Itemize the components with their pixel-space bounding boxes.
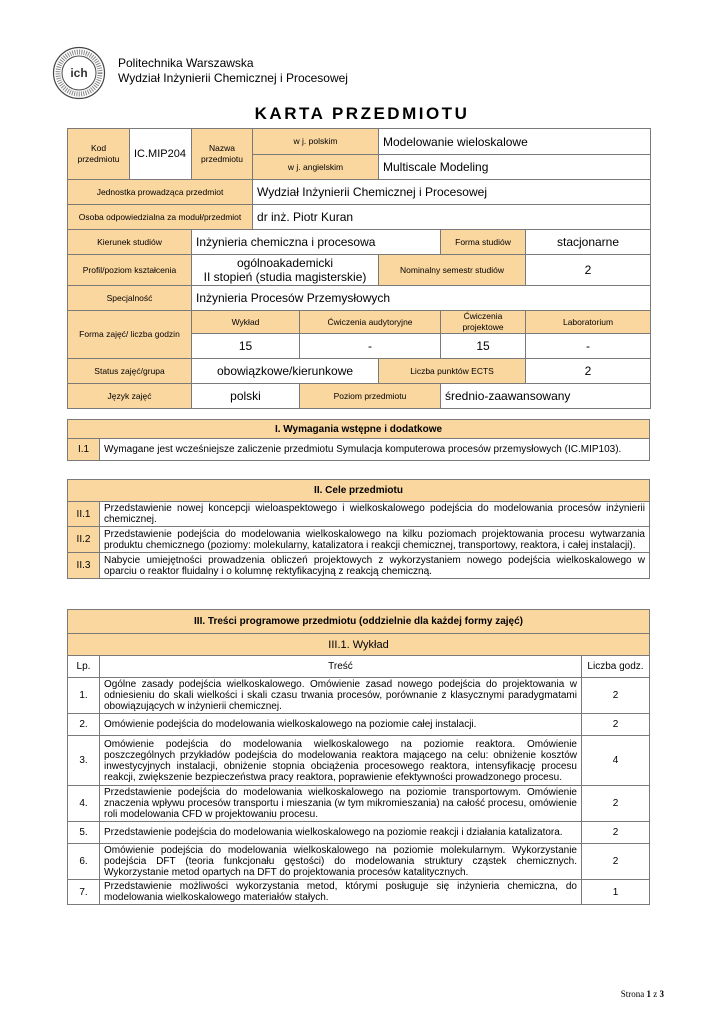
row-text: Omówienie podejścia do modelowania wielkoskalowego na poziomie molekularnym. Wykorzystanie podejścia DFT (teoria funkcjonału gęstości) do modelowania struktury cząstek chemicznych. Wykorzystanie metod opartych na DFT do projektowania procesów katalitycznych. (100, 844, 582, 880)
section-cele (67, 479, 650, 579)
section-tresci (67, 609, 650, 905)
specjalnosc-label: Specjalność (68, 286, 192, 311)
section3-title: III. Treści programowe przedmiotu (oddzielnie dla każdej formy zajęć) (68, 610, 650, 634)
section1-item-text: Wymagane jest wcześniejsze zaliczenie przedmiotu Symulacja komputerowa procesów przemysłowych (IC.MIP103). (100, 439, 650, 461)
kod-value: IC.MIP204 (130, 129, 192, 180)
section2-item-text: Przedstawienie nowej koncepcji wieloaspektowego i wielkoskalowego podejścia do modelowania procesów inżynierii chemicznej. (100, 502, 650, 527)
row-hours: 2 (582, 678, 650, 714)
row-text: Omówienie podejścia do modelowania wielkoskalowego na poziomie reaktora. Omówienie poszczególnych przykładów podejścia do modelowania reaktora mającego na celu: obniżenie kosztów inwestycyjnych instalacji, obniżenie stopnia obciążenia procesowego reaktora, intensyfikację procesu reakcji, zwiększenie bezpieczeństwa pracy reaktora, poprawienie efektywności prowadzonego procesu. (100, 736, 582, 786)
forma-col-cwicz-proj: Ćwiczenia projektowe (441, 311, 526, 334)
row-hours: 2 (582, 844, 650, 880)
course-info-table (67, 128, 651, 409)
forma-zajec-label: Forma zajęć/ liczba godzin (68, 311, 192, 359)
profil-label: Profil/poziom kształcenia (68, 255, 192, 286)
row-text: Przedstawienie podejścia do modelowania wielkoskalowego na poziomie reakcji i działania katalizatora. (100, 822, 582, 844)
row-lp: 1. (68, 678, 100, 714)
specjalnosc-value: Inżynieria Procesów Przemysłowych (192, 286, 651, 311)
poziom-label: Poziom przedmiotu (300, 384, 441, 409)
profil-value (192, 255, 379, 286)
forma-val-lab: - (526, 334, 651, 359)
section1-title: I. Wymagania wstępne i dodatkowe (68, 420, 650, 439)
en-value: Multiscale Modeling (379, 155, 651, 180)
col-lp: Lp. (68, 656, 100, 678)
row-text: Przedstawienie podejścia do modelowania wielkoskalowego na poziomie transportowym. Omówienie znaczenia wpływu procesów transportu i mieszania (w tym mikromieszania) na całość procesu, omówienie roli modelowania CFD w projektowaniu procesu. (100, 786, 582, 822)
osoba-label: Osoba odpowiedzialna za moduł/przedmiot (68, 205, 253, 230)
page-title: KARTA PRZEDMIOTU (254, 104, 470, 123)
row-lp: 4. (68, 786, 100, 822)
row-hours: 4 (582, 736, 650, 786)
status-label: Status zajęć/grupa (68, 359, 192, 384)
jezyk-label: Język zajęć (68, 384, 192, 409)
forma-val-cwicz-proj: 15 (441, 334, 526, 359)
section-wymagania (67, 419, 650, 461)
forma-label: Forma studiów (441, 230, 526, 255)
col-tresc: Treść (100, 656, 582, 678)
logo-text: ich (70, 66, 88, 80)
section2-item-id: II.2 (68, 527, 100, 553)
footer-prefix: Strona (620, 989, 647, 999)
kierunek-value: Inżynieria chemiczna i procesowa (192, 230, 441, 255)
row-lp: 7. (68, 880, 100, 905)
profil-value-2: II stopień (studia magisterskie) (203, 270, 367, 284)
kierunek-label: Kierunek studiów (68, 230, 192, 255)
section1-item-id: I.1 (68, 439, 100, 461)
nazwa-label: Nazwa przedmiotu (192, 129, 253, 180)
forma-value: stacjonarne (526, 230, 651, 255)
university-name: Politechnika Warszawska (118, 56, 254, 70)
profil-value-1: ogólnoakademicki (236, 256, 334, 270)
col-godz: Liczba godz. (582, 656, 650, 678)
jezyk-value: polski (192, 384, 300, 409)
jednostka-value: Wydział Inżynierii Chemicznej i Procesowej (253, 180, 651, 205)
forma-val-cwicz-aud: - (300, 334, 441, 359)
section2-item-id: II.3 (68, 553, 100, 579)
section2-title: II. Cele przedmiotu (68, 480, 650, 502)
forma-col-lab: Laboratorium (526, 311, 651, 334)
row-text: Przedstawienie możliwości wykorzystania metod, którymi posługuje się inżynieria chemiczna, do modelowania wielkoskalowego materiałów stałych. (100, 880, 582, 905)
osoba-value: dr inż. Piotr Kuran (253, 205, 651, 230)
page-footer (621, 989, 664, 999)
faculty-name: Wydział Inżynierii Chemicznej i Procesowej (118, 71, 348, 85)
jednostka-label: Jednostka prowadząca przedmiot (68, 180, 253, 205)
row-hours: 2 (582, 786, 650, 822)
status-value: obowiązkowe/kierunkowe (192, 359, 379, 384)
forma-col-wyklad: Wykład (192, 311, 300, 334)
forma-col-cwicz-aud: Ćwiczenia audytoryjne (300, 311, 441, 334)
row-text: Ogólne zasady podejścia wielkoskalowego. Omówienie zasad nowego podejścia do projektowania w odniesieniu do skali wielkości i skali czasu trwania procesów, porównanie z klasycznymi paradygmatami obowiązujących w inżynierii chemicznej. (100, 678, 582, 714)
kod-label: Kod przedmiotu (68, 129, 130, 180)
row-text: Omówienie podejścia do modelowania wielkoskalowego na poziomie całej instalacji. (100, 714, 582, 736)
footer-total: 3 (659, 989, 664, 999)
semestr-label: Nominalny semestr studiów (379, 255, 526, 286)
forma-val-wyklad: 15 (192, 334, 300, 359)
footer-sep: z (651, 989, 660, 999)
row-lp: 3. (68, 736, 100, 786)
en-label: w j. angielskim (253, 155, 379, 180)
row-lp: 6. (68, 844, 100, 880)
poziom-value: średnio-zaawansowany (441, 384, 651, 409)
section2-item-id: II.1 (68, 502, 100, 527)
footer-page: 1 (646, 989, 651, 999)
ects-value: 2 (526, 359, 651, 384)
pl-value: Modelowanie wieloskalowe (379, 129, 651, 155)
section2-item-text: Przedstawienie podejścia do modelowania wielkoskalowego na kilku poziomach projektowania procesu wytwarzania produktu chemicznego (poziomy: molekularny, katalizatora i reakcji chemicznej, transportowy, reaktora, i całej instalacji). (100, 527, 650, 553)
section3-subtitle: III.1. Wykład (68, 634, 650, 656)
row-lp: 5. (68, 822, 100, 844)
university-block (118, 56, 348, 86)
pl-label: w j. polskim (253, 129, 379, 155)
row-hours: 2 (582, 822, 650, 844)
semestr-value: 2 (526, 255, 651, 286)
faculty-logo (52, 46, 106, 100)
section2-item-text: Nabycie umiejętności prowadzenia obliczeń projektowych z wykorzystaniem nowego podejścia wielkoskalowego w oparciu o reaktor fluidalny i o kolumnę rektyfikacyjną z reakcją chemiczną. (100, 553, 650, 579)
row-lp: 2. (68, 714, 100, 736)
row-hours: 1 (582, 880, 650, 905)
ects-label: Liczba punktów ECTS (379, 359, 526, 384)
row-hours: 2 (582, 714, 650, 736)
